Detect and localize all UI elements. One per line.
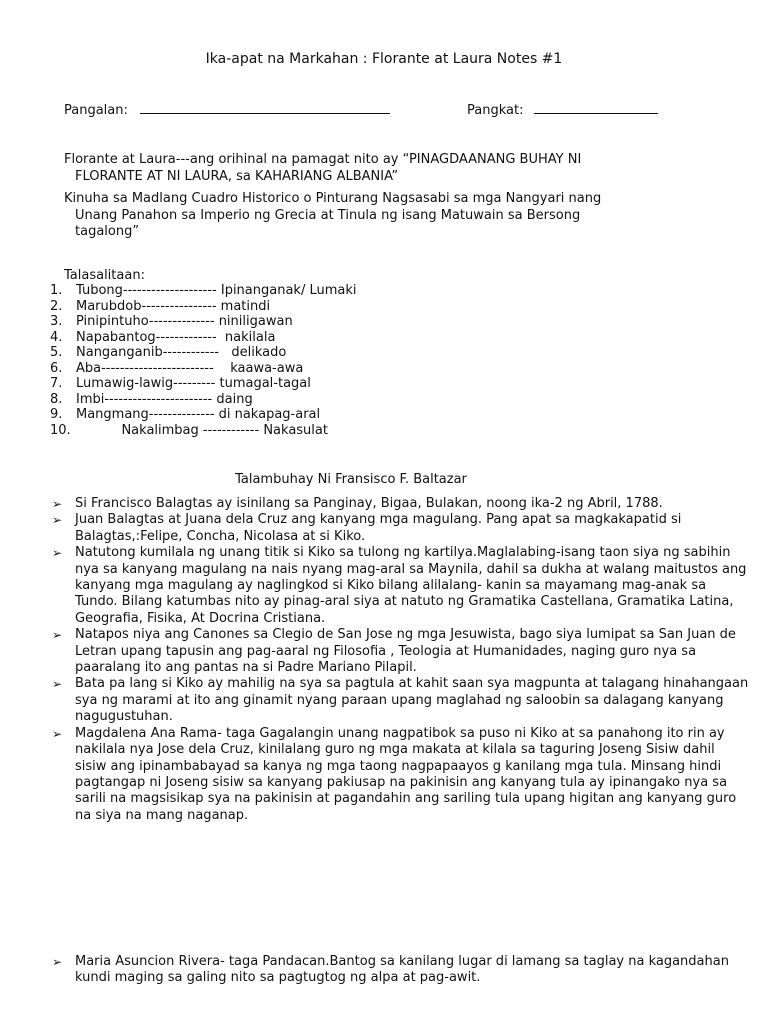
vocab-number: 2. [50,298,63,314]
vocab-item [50,392,356,408]
vocab-text: Aba------------------------ kaawa-awa [76,360,304,376]
intro-p2-line2: Unang Panahon sa Imperio ng Grecia at Tinula ng isang Matuwain sa Bersong [75,207,581,223]
intro-p1-line1: Florante at Laura---ang orihinal na pamagat nito ay “PINAGDAANANG BUHAY NI [64,152,582,167]
vocab-item [50,376,356,392]
vocab-item [50,330,356,346]
vocab-item [50,423,356,439]
intro-paragraph-1 [64,152,754,185]
bio-title: Talambuhay Ni Fransisco F. Baltazar [235,472,467,487]
arrow-bullet-icon: ➢ [52,726,63,741]
bio-item-text: Juan Balagtas at Juana dela Cruz ang kanyang mga magulang. Pang apat sa magkakapatid si Balagtas,:Felipe, Concha, Nicolasa at si Kiko. [75,512,682,544]
vocab-item [50,407,356,423]
arrow-bullet-icon: ➢ [52,546,63,561]
vocab-text: Napabantog------------- nakilala [76,329,276,345]
vocab-text: Marubdob---------------- matindi [76,298,271,314]
vocab-number: 7. [50,376,63,391]
arrow-bullet-icon: ➢ [52,497,63,511]
arrow-bullet-icon: ➢ [52,513,63,528]
vocab-number: 10. [50,422,71,438]
bio-list [50,496,750,824]
vocab-text: Lumawig-lawig--------- tumagal-tagal [76,376,311,391]
vocab-item [50,345,356,361]
list-item [50,954,750,987]
bio-item-text: Natutong kumilala ng unang titik si Kiko sa tulong ng kartilya.Maglalabing-isang taon siya ng sabihin nya sa kanyang magulang na nais nyang mag-aral sa Maynila, dahil sa dukha at walang maitustos ang kanyang mga magulang ay naglingkod si Kiko bilang alilalang- kanin sa mayamang mag-anak sa Tundo. Bilang katumbas nito ay pinag-aral siya at natuto ng Gramatika Castellana, Gramatika Latina, Geografia, Fisika, At Docrina Cristiana. [75,545,747,626]
vocab-number: 4. [50,329,63,345]
list-item [50,676,750,725]
list-item [50,627,750,676]
intro-paragraph-2 [64,191,754,241]
vocab-list [50,283,356,438]
bio-item-text: Magdalena Ana Rama- taga Gagalangin unang nagpatibok sa puso ni Kiko at sa panahong ito rin ay nakilala nya Jose dela Cruz, kinilalang guro ng mga makata at kilala sa taguring Joseng Sisiw dahil sisiw ang ipinambabayad sa kanya ng mga taong nagpapaayos g kanilang mga tula. Minsang hindi pagtangap ni Joseng sisiw sa kanyang pakiusap na pakinisin ang kanyang tula ay ipinangako nya sa sarili na magsisikap sya na pakinisin at pagandahin ang sariling tula upang higitan ang kanyang guro na siya na mang naganap. [75,725,737,823]
list-item [50,726,750,824]
vocab-number: 1. [50,283,63,298]
vocab-text: Nanganganib------------ delikado [76,345,287,360]
bio-item-text: Si Francisco Balagtas ay isinilang sa Panginay, Bigaa, Bulakan, noong ika-2 ng Abril, 1788. [75,496,663,511]
vocab-item [50,299,356,315]
vocab-item [50,283,356,299]
vocab-number: 5. [50,345,63,360]
page-title: Ika-apat na Markahan : Florante at Laura Notes #1 [205,51,563,67]
intro-p1-line2: FLORANTE AT NI LAURA, sa KAHARIANG ALBANIA” [75,168,399,184]
list-item [50,545,750,627]
bio-item-text: Natapos niya ang Canones sa Clegio de San Jose ng mga Jesuwista, bago siya lumipat sa San Juan de Letran upang tapusin ang pag-aaral ng Filosofia , Teologia at Humanidades, naging guro nya sa paaralang ito ang pantas na si Padre Mariano Pilapil. [75,627,736,676]
list-item [50,496,750,512]
vocab-item [50,361,356,377]
name-field-row [64,103,390,118]
group-field-row [467,103,658,118]
vocab-text: Imbi----------------------- daing [76,391,253,407]
group-blank-line [534,103,658,114]
bio-list-last [50,954,750,987]
bio-item-text: Bata pa lang si Kiko ay mahilig na sya sa pagtula at kahit saan sya magpunta at talagang hinahangaan sya ng marami at ito ang ginamit nyang paraan upang maglahad ng saloobin sa dalagang kanyang nagugustuhan. [75,676,749,725]
list-item [50,512,750,545]
vocab-text: Mangmang-------------- di nakapag-aral [76,407,321,422]
intro-p2-line1: Kinuha sa Madlang Cuadro Historico o Pinturang Nagsasabi sa mga Nangyari nang [64,191,602,206]
name-blank-line [140,103,390,114]
vocab-text: Tubong-------------------- Ipinanganak/ Lumaki [76,283,357,298]
vocab-text: Pinipintuho-------------- niniligawan [76,314,293,329]
intro-p2-line3: tagalong” [75,224,140,239]
vocab-item [50,314,356,330]
group-label: Pangkat: [467,103,524,118]
arrow-bullet-icon: ➢ [52,628,63,643]
vocab-text: Nakalimbag ------------ Nakasulat [76,422,328,438]
vocab-heading: Talasalitaan: [64,268,145,283]
vocab-number: 9. [50,407,63,422]
vocab-number: 3. [50,314,63,329]
bio-item-text: Maria Asuncion Rivera- taga Pandacan.Bantog sa kanilang lugar di lamang sa taglay na kagandahan kundi maging sa galing nito sa pagtugtog ng alpa at pag-awit. [75,954,729,986]
name-label: Pangalan: [64,103,128,118]
arrow-bullet-icon: ➢ [52,955,63,969]
vocab-number: 8. [50,391,63,407]
vocab-number: 6. [50,360,63,376]
arrow-bullet-icon: ➢ [52,677,63,692]
